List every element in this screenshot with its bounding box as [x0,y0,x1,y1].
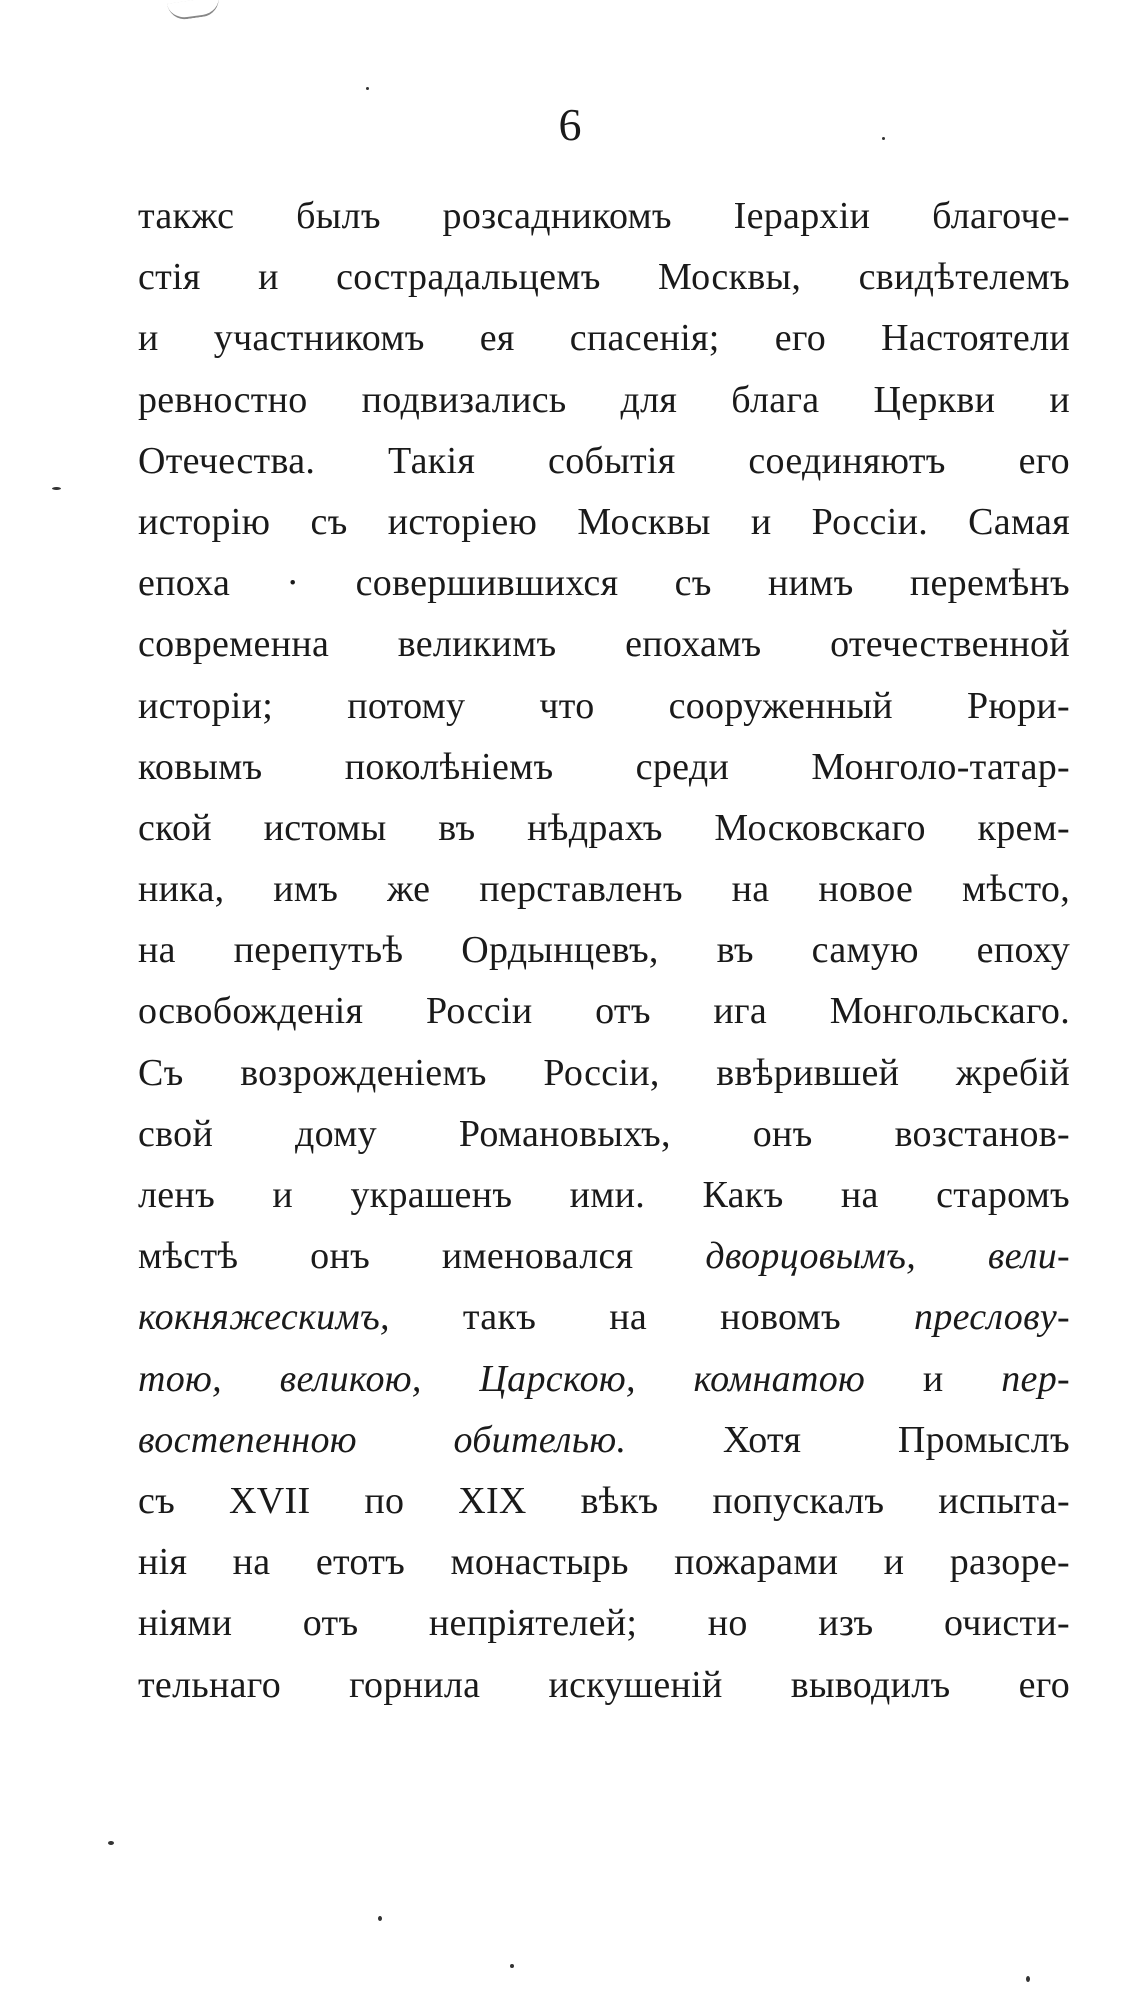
text-segment: епоха · совершившихся съ нимъ перемѣнъ [138,562,1070,605]
text-line [138,1043,1070,1104]
text-segment: ковымъ поколѣніемъ среди Монголо-татар- [138,745,1070,788]
text-line [138,1471,1070,1532]
scan-speck [108,1841,114,1845]
scan-speck [52,487,61,490]
text-line [138,308,1070,369]
text-line [138,1410,1070,1471]
italic-text-segment: востепенною обителью. [138,1418,627,1461]
italic-text-segment: преслову- [914,1296,1070,1339]
text-segment: современна великимъ епохамъ отечественной [138,623,1070,666]
text-line [138,247,1070,308]
italic-text-segment: дворцовымъ, вели- [705,1235,1071,1278]
text-line [138,676,1070,737]
scan-speck [378,1916,382,1921]
body-text [138,186,1070,1716]
text-segment: Отечества. Такія событія соединяютъ его [138,439,1070,482]
text-segment: тельнаго горнила искушеній выводилъ его [138,1663,1070,1706]
text-line [138,1287,1070,1348]
text-segment: такъ на новомъ [389,1296,915,1339]
text-line [138,737,1070,798]
text-line [138,1165,1070,1226]
page-number: 6 [558,99,582,150]
text-segment: ніями отъ непріятелей; но изъ очисти- [138,1602,1070,1645]
text-line [138,553,1070,614]
text-line [138,1349,1070,1410]
italic-text-segment: кокняжескимъ, [138,1296,390,1339]
text-segment: и [865,1357,1002,1400]
text-segment: на перепутьѣ Ордынцевъ, въ самую епоху [138,929,1070,972]
text-line [138,920,1070,981]
text-segment: ленъ и украшенъ ими. Какъ на старомъ [138,1174,1070,1216]
text-segment: такжс былъ розсадникомъ Іерархіи благоче- [138,195,1070,237]
text-line [138,431,1070,492]
italic-text-segment: тою, великою, Царскою, комнатою [138,1357,866,1400]
text-line [138,1532,1070,1593]
scan-speck [882,137,885,140]
text-segment: стія и сострадальцемъ Москвы, свидѣтелемъ [138,256,1070,299]
text-segment: ской истомы въ нѣдрахъ Московскаго крем- [138,806,1070,849]
text-segment: ревностно подвизались для блага Церкви и [138,378,1070,421]
text-segment: исторію съ исторіею Москвы и Россіи. Самая [138,500,1070,543]
scan-speck [366,87,369,90]
text-line [138,614,1070,675]
text-line [138,1593,1070,1654]
ink-mark [167,0,221,22]
text-segment: и участникомъ ея спасенія; его Настоятели [138,317,1070,360]
text-line [138,1655,1070,1716]
text-segment: Съ возрожденіемъ Россіи, ввѣрившей жребій [138,1051,1070,1094]
text-line [138,859,1070,920]
text-line [138,492,1070,553]
text-line [138,186,1070,247]
italic-text-segment: пер- [1001,1357,1070,1400]
text-line [138,1226,1070,1287]
text-segment: исторіи; потому что сооруженный Рюри- [138,684,1070,727]
text-line [138,370,1070,431]
text-segment: свой дому Романовыхъ, онъ возстанов- [138,1112,1070,1155]
scan-speck [1026,1976,1030,1982]
text-line [138,798,1070,859]
text-segment: мѣстѣ онъ именовался [138,1235,706,1278]
text-segment: Хотя Промыслъ [626,1418,1071,1461]
scan-speck [510,1964,514,1968]
text-line [138,1104,1070,1165]
text-segment: съ XVII по XIX вѣкъ попускалъ испыта- [138,1479,1070,1522]
text-line [138,981,1070,1042]
text-segment: нія на етотъ монастырь пожарами и разоре- [138,1541,1070,1584]
text-segment: ника, имъ же перставленъ на новое мѣсто, [138,868,1070,911]
text-segment: освобожденія Россіи отъ ига Монгольскаго. [138,990,1070,1033]
